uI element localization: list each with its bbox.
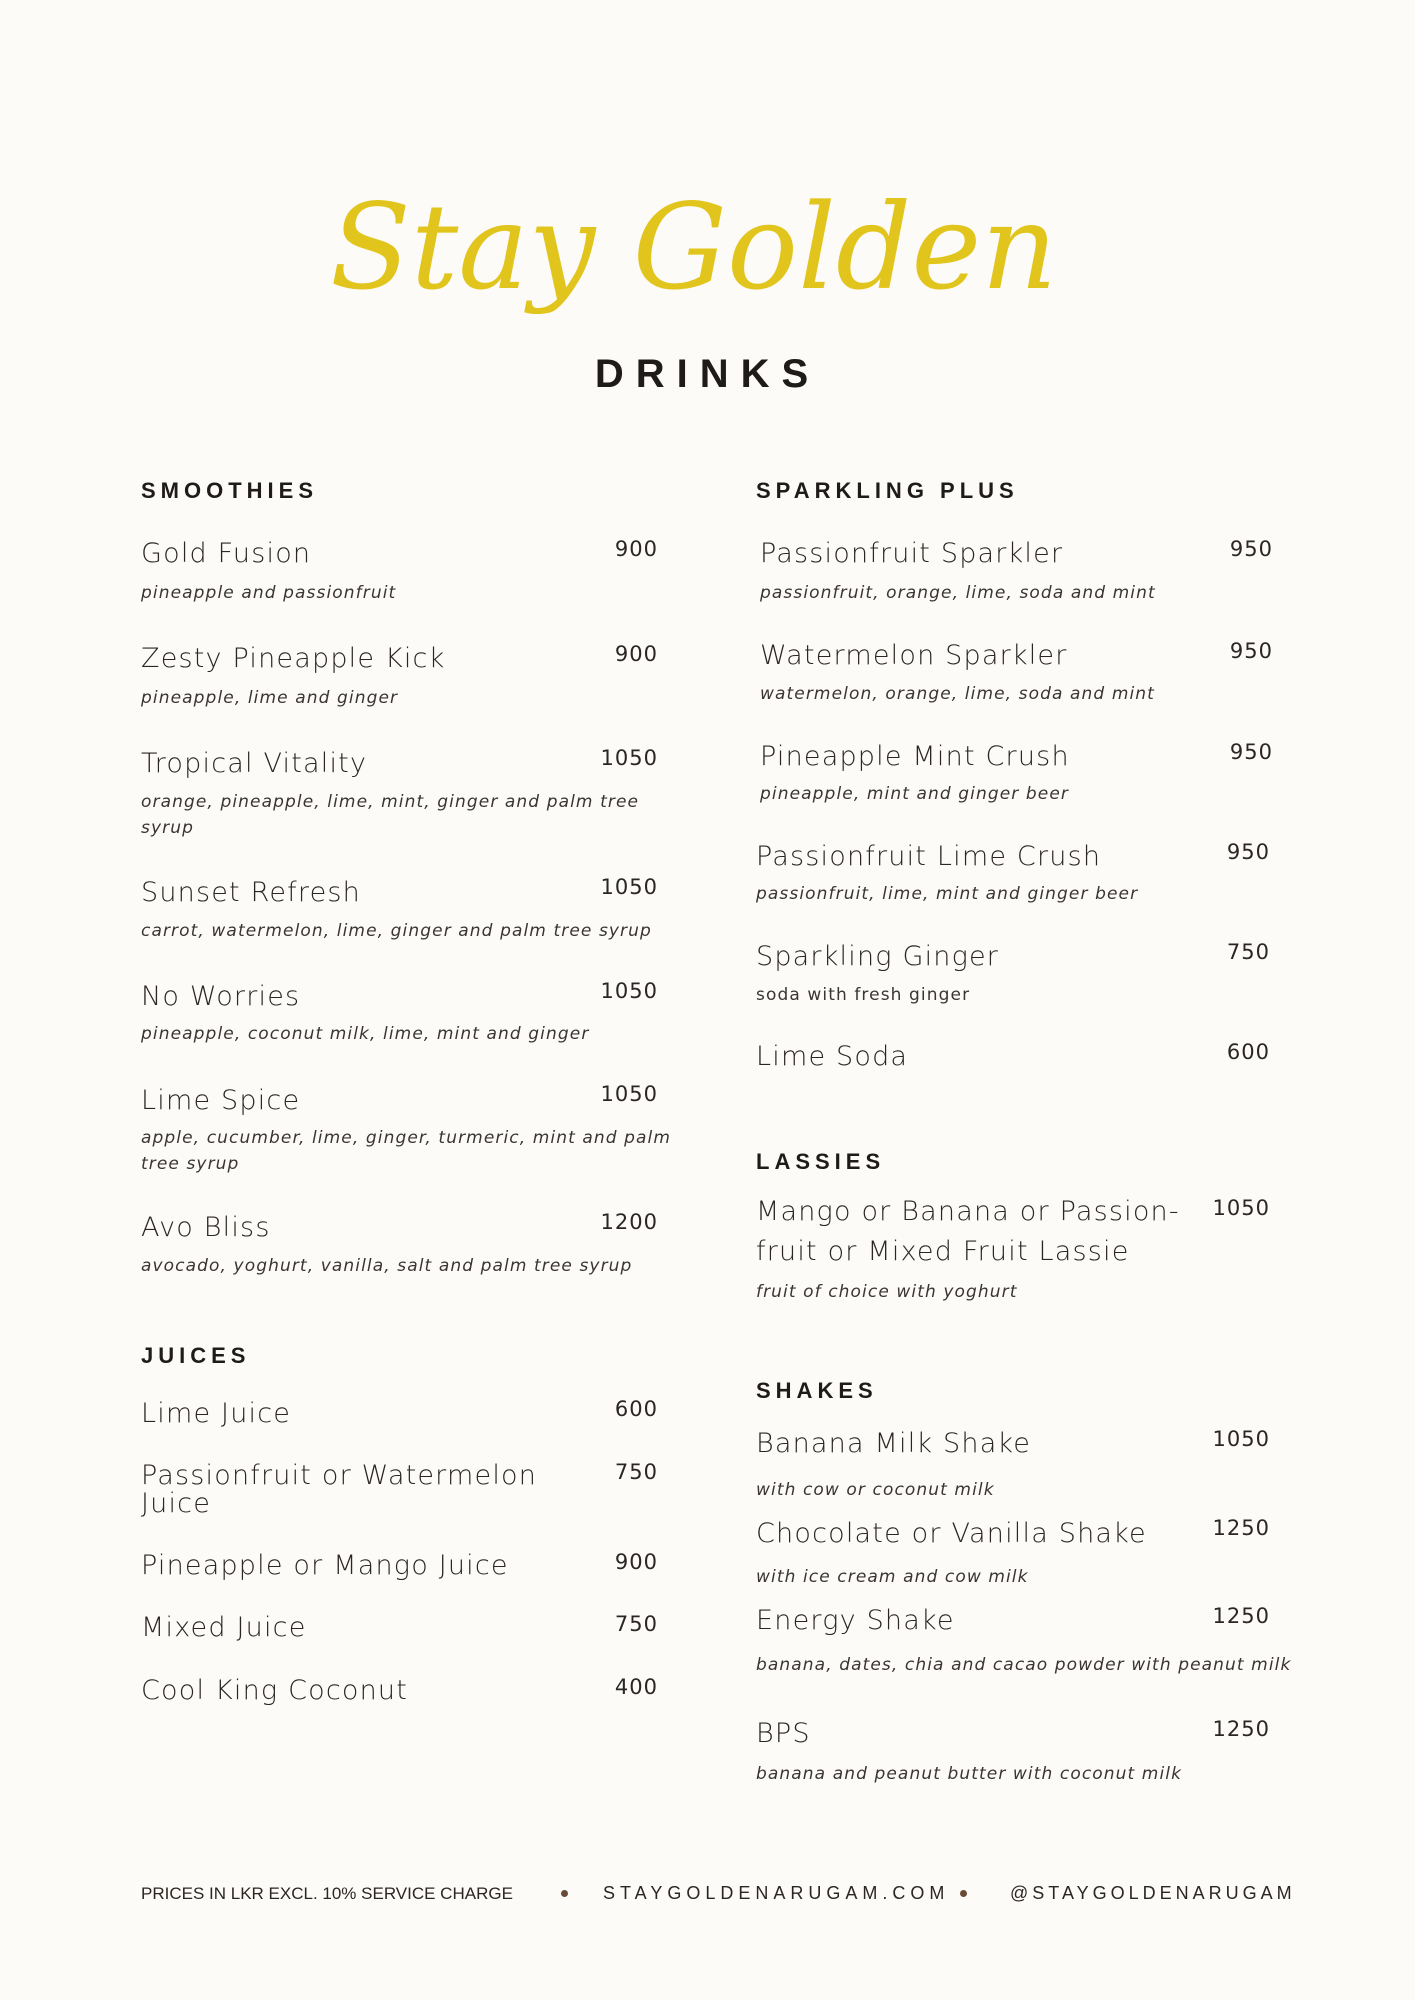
- menu-item-price: 900: [614, 537, 658, 561]
- menu-item-description: watermelon, orange, lime, soda and mint: [760, 684, 1155, 704]
- section-title-sparkling-plus: SPARKLING PLUS: [756, 478, 1019, 503]
- section-title-smoothies: SMOOTHIES: [141, 478, 319, 503]
- menu-item-description: fruit of choice with yoghurt: [756, 1282, 1018, 1302]
- menu-item-price: 1200: [600, 1210, 658, 1234]
- menu-item-name: Passionfruit Sparkler: [760, 538, 1064, 569]
- menu-item-price: 1050: [600, 979, 658, 1003]
- menu-item-price: 1250: [1212, 1717, 1270, 1741]
- menu-item-name: Zesty Pineapple Kick: [141, 643, 446, 674]
- menu-item-price: 1250: [1212, 1516, 1270, 1540]
- menu-item-name: Sunset Refresh: [141, 877, 361, 908]
- menu-item-price: 1050: [1212, 1427, 1270, 1451]
- menu-item-price: 400: [614, 1675, 658, 1699]
- menu-item-price: 1050: [600, 875, 658, 899]
- menu-item-description: avocado, yoghurt, vanilla, salt and palm tree syrup: [141, 1256, 633, 1276]
- menu-item-price: 950: [1229, 537, 1273, 561]
- menu-item-description: banana and peanut butter with coconut milk: [756, 1764, 1183, 1784]
- menu-item-name: Mixed Juice: [141, 1612, 307, 1643]
- menu-item-description: pineapple, mint and ginger beer: [760, 784, 1069, 804]
- menu-item-name-line1: Mango or Banana or Passion-: [756, 1196, 1180, 1227]
- menu-item-name: BPS: [756, 1718, 811, 1749]
- menu-item-name: Energy Shake: [756, 1605, 955, 1636]
- menu-item-name: Gold Fusion: [141, 538, 312, 569]
- menu-item-description: pineapple, lime and ginger: [141, 688, 399, 708]
- menu-item-price: 1050: [1212, 1196, 1270, 1220]
- menu-item-price: 900: [614, 642, 658, 666]
- menu-item-name: Tropical Vitality: [141, 748, 368, 779]
- section-title-lassies: LASSIES: [756, 1149, 886, 1174]
- menu-item-name: Avo Bliss: [141, 1212, 271, 1243]
- brand-logo: [320, 170, 1100, 340]
- menu-item-name: Pineapple or Mango Juice: [141, 1550, 509, 1581]
- menu-item-name: Chocolate or Vanilla Shake: [756, 1518, 1147, 1549]
- menu-item-name: Cool King Coconut: [141, 1675, 409, 1706]
- menu-item-price: 1250: [1212, 1604, 1270, 1628]
- menu-item-name-line2: Juice: [141, 1488, 212, 1519]
- menu-item-name: Pineapple Mint Crush: [760, 741, 1070, 772]
- menu-item-name: Lime Soda: [756, 1041, 909, 1072]
- footer-social-handle[interactable]: @STAYGOLDENARUGAM: [1010, 1883, 1296, 1903]
- section-title-juices: JUICES: [141, 1343, 251, 1368]
- menu-item-name: Lime Spice: [141, 1085, 301, 1116]
- footer-separator-dot: [960, 1890, 967, 1897]
- menu-item-description: passionfruit, lime, mint and ginger beer: [756, 884, 1139, 904]
- menu-item-price: 750: [1226, 940, 1270, 964]
- section-title-shakes: SHAKES: [756, 1378, 878, 1403]
- menu-item-description: with ice cream and cow milk: [756, 1567, 1029, 1587]
- menu-item-description: carrot, watermelon, lime, ginger and palm tree syrup: [141, 921, 652, 941]
- menu-item-description: passionfruit, orange, lime, soda and mint: [760, 583, 1156, 603]
- menu-item-price: 600: [1226, 1040, 1270, 1064]
- menu-item-description: pineapple and passionfruit: [141, 583, 397, 603]
- menu-item-price: 1050: [600, 746, 658, 770]
- menu-item-price: 600: [614, 1397, 658, 1421]
- footer-website-link[interactable]: STAYGOLDENARUGAM.COM: [603, 1883, 950, 1903]
- menu-item-description-line1: orange, pineapple, lime, mint, ginger and palm tree: [141, 792, 640, 812]
- menu-item-name: Lime Juice: [141, 1398, 292, 1429]
- menu-item-name: Watermelon Sparkler: [760, 640, 1068, 671]
- menu-item-price: 950: [1226, 840, 1270, 864]
- page-title: DRINKS: [594, 352, 821, 396]
- menu-item-name: Passionfruit Lime Crush: [756, 841, 1102, 872]
- menu-item-description-line2: tree syrup: [141, 1154, 240, 1174]
- menu-item-price: 950: [1229, 740, 1273, 764]
- menu-item-description: with cow or coconut milk: [756, 1480, 995, 1500]
- menu-item-price: 950: [1229, 639, 1273, 663]
- menu-item-name-line2: fruit or Mixed Fruit Lassie: [756, 1236, 1130, 1267]
- brand-logo-text: Stay Golden: [330, 178, 1058, 316]
- menu-item-price: 900: [614, 1550, 658, 1574]
- menu-item-name: No Worries: [141, 981, 301, 1012]
- menu-item-description-line2: syrup: [141, 818, 194, 838]
- menu-item-description: pineapple, coconut milk, lime, mint and ginger: [141, 1024, 590, 1044]
- menu-item-name: Sparkling Ginger: [756, 941, 1000, 972]
- footer-price-note: PRICES IN LKR EXCL. 10% SERVICE CHARGE: [141, 1884, 513, 1903]
- menu-item-price: 1050: [600, 1082, 658, 1106]
- menu-item-price: 750: [614, 1612, 658, 1636]
- menu-item-description: banana, dates, chia and cacao powder with peanut milk: [756, 1655, 1292, 1675]
- menu-item-description: soda with fresh ginger: [756, 985, 971, 1005]
- menu-item-description-line1: apple, cucumber, lime, ginger, turmeric, mint and palm: [141, 1128, 672, 1148]
- menu-item-price: 750: [614, 1460, 658, 1484]
- menu-item-name-line1: Passionfruit or Watermelon: [141, 1460, 538, 1491]
- menu-item-name: Banana Milk Shake: [756, 1428, 1032, 1459]
- footer-separator-dot: [561, 1890, 568, 1897]
